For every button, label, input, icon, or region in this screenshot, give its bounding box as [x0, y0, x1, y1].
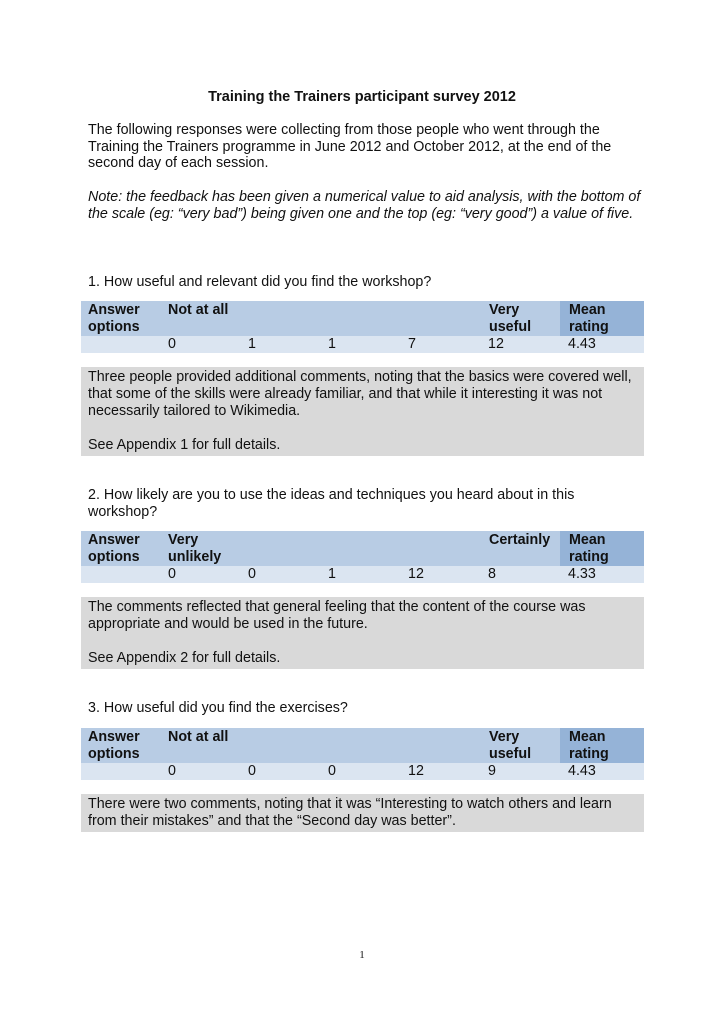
- header-rating: rating: [569, 746, 609, 762]
- value-cell: 8: [488, 566, 496, 582]
- value-cell: 7: [408, 336, 416, 352]
- comment-text: Three people provided additional comments, noting that the basics were covered well, that some of the skills were already familiar, and that while it interesting it was not necessarily tailored to Wikimedia.: [88, 369, 632, 419]
- header-low-label: Very: [168, 532, 199, 548]
- value-cell: 12: [408, 763, 424, 779]
- header-options: options: [88, 319, 140, 335]
- comment-text: There were two comments, noting that it was “Interesting to watch others and learn from their mistakes” and that the “Second day was better”.: [88, 796, 612, 829]
- header-high-label-2: useful: [489, 746, 532, 762]
- header-low-label-2: unlikely: [168, 549, 222, 565]
- value-cell: 0: [168, 566, 176, 582]
- table-header: [81, 728, 644, 763]
- header-answer: Answer: [88, 729, 140, 745]
- mean-value: 4.33: [568, 566, 596, 582]
- rating-table-1: [81, 301, 644, 353]
- header-options: options: [88, 746, 140, 762]
- question-1: 1. How useful and relevant did you find the workshop?: [88, 274, 432, 290]
- question-2: 2. How likely are you to use the ideas and techniques you heard about in this workshop?: [88, 487, 575, 520]
- note-paragraph: Note: the feedback has been given a numerical value to aid analysis, with the bottom of the scale (eg: “very bad”) being given one and the top (eg: “very good”) a value of five.: [88, 189, 641, 222]
- header-high-label-2: useful: [489, 319, 532, 335]
- header-mean: Mean: [569, 532, 606, 548]
- rating-table-2: [81, 531, 644, 583]
- appendix-reference: See Appendix 1 for full details.: [88, 437, 281, 453]
- question-3: 3. How useful did you find the exercises?: [88, 700, 348, 716]
- comment-box-1: [81, 367, 644, 456]
- header-answer: Answer: [88, 532, 140, 548]
- appendix-reference: See Appendix 2 for full details.: [88, 650, 281, 666]
- table-header: [81, 531, 644, 566]
- header-high-label: Very: [489, 729, 520, 745]
- value-cell: 9: [488, 763, 496, 779]
- header-low-label: Not at all: [168, 302, 229, 318]
- value-cell: 1: [248, 336, 256, 352]
- value-cell: 12: [408, 566, 424, 582]
- table-row: [81, 566, 644, 583]
- intro-paragraph: The following responses were collecting from those people who went through the Training the Trainers programme in June 2012 and October 2012, at the end of the second day of each session.: [88, 122, 612, 171]
- table-row: [81, 763, 644, 780]
- value-cell: 0: [248, 566, 256, 582]
- page-number: 1: [359, 949, 365, 961]
- header-low-label: Not at all: [168, 729, 229, 745]
- value-cell: 1: [328, 566, 336, 582]
- header-mean: Mean: [569, 302, 606, 318]
- header-rating: rating: [569, 319, 609, 335]
- rating-table-3: [81, 728, 644, 780]
- mean-value: 4.43: [568, 336, 596, 352]
- header-high-label: Certainly: [489, 532, 551, 548]
- value-cell: 0: [328, 763, 336, 779]
- header-mean: Mean: [569, 729, 606, 745]
- comment-box-3: [81, 794, 644, 832]
- value-cell: 0: [168, 336, 176, 352]
- comment-box-2: [81, 597, 644, 669]
- value-cell: 0: [168, 763, 176, 779]
- header-options: options: [88, 549, 140, 565]
- table-header: [81, 301, 644, 336]
- value-cell: 1: [328, 336, 336, 352]
- value-cell: 0: [248, 763, 256, 779]
- header-high-label: Very: [489, 302, 520, 318]
- header-answer: Answer: [88, 302, 140, 318]
- mean-value: 4.43: [568, 763, 596, 779]
- comment-text: The comments reflected that general feeling that the content of the course was appropriate and would be used in the future.: [88, 599, 586, 632]
- table-row: [81, 336, 644, 353]
- document-title: Training the Trainers participant survey 2012: [208, 89, 516, 105]
- header-rating: rating: [569, 549, 609, 565]
- value-cell: 12: [488, 336, 504, 352]
